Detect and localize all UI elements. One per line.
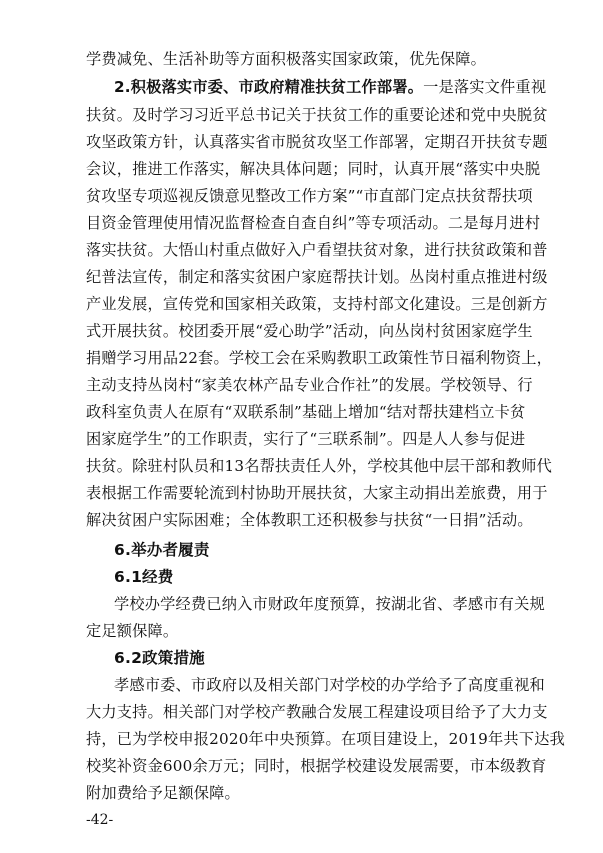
subsection-heading: 6.2政策措施 xyxy=(114,649,205,667)
paragraph-line: 目资金管理使用情况监督检查自查自纠”等专项活动。二是每月进村 xyxy=(86,214,541,232)
paragraph-line: 政科室负责人在原有“双联系制”基础上增加“结对帮扶建档立卡贫 xyxy=(86,403,526,421)
paragraph-line: 解决贫困户实际困难；全体教职工还积极参与扶贫“一日捐”活动。 xyxy=(86,511,533,529)
subsection-heading: 6.1经费 xyxy=(114,568,174,586)
paragraph-line: 学校办学经费已纳入市财政年度预算，按湖北省、孝感市有关规 xyxy=(114,595,545,613)
paragraph-line: 校奖补资金600余万元；同时，根据学校建设发展需要，市本级教育 xyxy=(86,757,547,775)
paragraph-line: 定足额保障。 xyxy=(86,622,179,640)
paragraph-line: 纪普法宣传，制定和落实贫困户家庭帮扶计划。丛岗村重点推进村级 xyxy=(86,268,548,286)
paragraph-line: 大力支持。相关部门对学校产教融合发展工程建设项目给予了大力支 xyxy=(86,703,548,721)
paragraph-line: 困家庭学生”的工作职责，实行了“三联系制”。四是人人参与促进 xyxy=(86,430,526,448)
paragraph-text: 一是落实文件重视 xyxy=(423,78,547,96)
paragraph-line: 落实扶贫。大悟山村重点做好入户看望扶贫对象，进行扶贫政策和普 xyxy=(86,241,548,259)
paragraph-line: 表根据工作需要轮流到村协助开展扶贫，大家主动捐出差旅费，用于 xyxy=(86,484,548,502)
section-lead-heading: 2.积极落实市委、市政府精准扶贫工作部署。 xyxy=(114,78,424,96)
paragraph-line: 贫攻坚专项巡视反馈意见整改工作方案”“市直部门定点扶贫帮扶项 xyxy=(86,187,533,205)
paragraph-line xyxy=(114,76,546,98)
paragraph-line: 孝感市委、市政府以及相关部门对学校的办学给予了高度重视和 xyxy=(114,676,545,694)
paragraph-line: 产业发展，宣传党和国家相关政策，支持村部文化建设。三是创新方 xyxy=(86,295,548,313)
page-number: -42- xyxy=(86,812,114,828)
paragraph-line: 攻坚政策方针，认真落实省市脱贫攻坚工作部署，定期召开扶贫专题 xyxy=(86,133,548,151)
paragraph-line: 式开展扶贫。校团委开展“爱心助学”活动，向丛岗村贫困家庭学生 xyxy=(86,322,533,340)
paragraph-line: 学费减免、生活补助等方面积极落实国家政策，优先保障。 xyxy=(86,50,487,68)
paragraph-line: 持，已为学校申报2020年中央预算。在项目建设上，2019年共下达我 xyxy=(86,730,565,748)
paragraph-line: 扶贫。除驻村队员和13名帮扶责任人外，学校其他中层干部和教师代 xyxy=(86,457,552,475)
paragraph-line: 扶贫。及时学习习近平总书记关于扶贫工作的重要论述和党中央脱贫 xyxy=(86,106,548,124)
paragraph-line: 主动支持丛岗村“家美农林产品专业合作社”的发展。学校领导、行 xyxy=(86,376,533,394)
section-heading: 6.举办者履责 xyxy=(114,541,210,559)
paragraph-line: 捐赠学习用品22套。学校工会在采购教职工政策性节日福利物资上， xyxy=(86,349,552,367)
paragraph-line: 会议，推进工作落实，解决具体问题；同时，认真开展“落实中央脱 xyxy=(86,160,541,178)
paragraph-line: 附加费给予足额保障。 xyxy=(86,784,240,802)
